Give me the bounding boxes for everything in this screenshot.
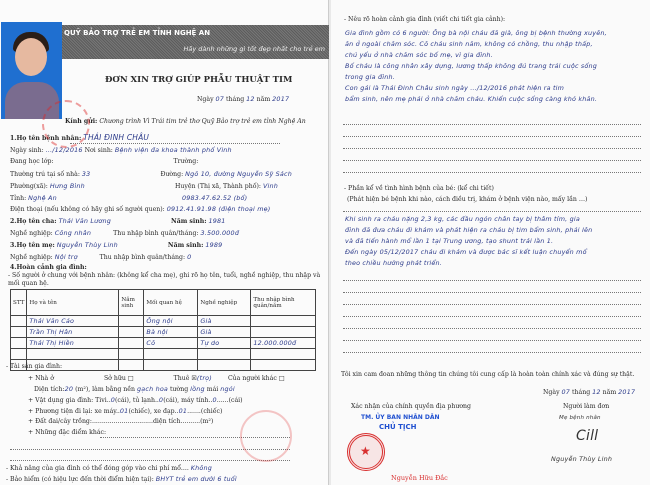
form-element: + Đất đai/cây trồng:...............................diện tích..........(m²): [28, 418, 214, 425]
form-land-unit: (m²): [200, 418, 214, 425]
official-seal: [347, 433, 385, 471]
form-element: [6, 475, 237, 484]
table-row: [11, 316, 316, 327]
form-phone1: 0983.47.62.52 (bố): [182, 194, 248, 202]
stamp-org: TM. ỦY BAN NHÂN DÂN: [361, 414, 440, 421]
dotted-line: [343, 316, 641, 317]
dotted-line: [343, 292, 641, 293]
right-disease-label: - Phần kể về tình hình bệnh của bé: (kể chi tiết): [344, 185, 494, 192]
form-element: [11, 327, 27, 338]
form-province: Nghệ An: [28, 194, 57, 202]
form-bike-unit: (chiếc): [200, 408, 223, 415]
right-applicant-label: Người làm đơn: [563, 403, 610, 410]
form-phone-label: Điện thoại (nếu không có hãy ghi số người quen):: [10, 206, 165, 213]
form-income-label: Thu nhập bình quân/tháng:: [99, 254, 186, 261]
form-birth-year-label: Năm sinh:: [167, 242, 204, 249]
form-income-label: Thu nhập bình quân/tháng:: [113, 230, 199, 237]
form-element: [15, 38, 47, 76]
form-job-label: Nghề nghiệp:: [10, 254, 53, 261]
form-mother-label: 3.Họ tên mẹ:: [10, 242, 55, 249]
form-title: ĐƠN XIN TRỢ GIÚP PHẪU THUẬT TIM: [105, 75, 293, 85]
right-date-year-label: năm: [602, 389, 617, 396]
form-floor: gạch hoa: [137, 385, 169, 393]
stamp-mark: [42, 100, 90, 148]
right-circumstance-lines-2: chủ yếu ở nhà chăm sóc bố mẹ, vì gia đình.: [345, 51, 493, 59]
form-father-job: Công nhân: [54, 229, 92, 237]
form-element: [251, 316, 316, 327]
form-element: - Khả năng của gia đình có thể đóng góp vào chi phí mổ.... Không: [6, 464, 213, 472]
dotted-line: [343, 160, 641, 161]
form-father-income: 3.500.000đ: [200, 229, 240, 237]
form-pob: Bệnh viện đa khoa thành phố Vinh: [114, 146, 232, 154]
right-date-month-label: tháng: [572, 389, 591, 396]
right-disease-lines-1: đình đã đưa cháu đi khám và phát hiện ra cháu bị tim bẩm sinh, phải lên: [345, 226, 593, 234]
form-land-area-label: diện tích: [152, 418, 181, 425]
form-table-headers-1: Họ và tên: [27, 290, 119, 316]
star-icon: ★: [360, 444, 371, 458]
form-element: [28, 374, 285, 383]
form-job-label: Nghề nghiệp:: [10, 230, 53, 237]
form-goods-label: + Vật dụng gia đình: Tivi: [28, 397, 107, 404]
form-element: [27, 349, 119, 360]
form-date-prefix: Ngày: [197, 96, 214, 103]
dotted-line: [70, 143, 280, 144]
org-name: QUỸ BẢO TRỢ TRẺ EM TỈNH NGHỆ AN: [64, 29, 211, 37]
form-element: [10, 194, 57, 203]
form-pc-label: (cái), máy tính: [163, 397, 209, 404]
form-element: [119, 360, 144, 371]
form-element: [144, 349, 198, 360]
form-vehicle-label: + Phương tiện đi lại: xe máy: [28, 408, 116, 415]
stamp-mark: [240, 410, 292, 462]
right-date-day: 07: [561, 388, 571, 396]
disease-text: [345, 214, 592, 269]
form-tv: 0: [110, 396, 115, 404]
form-province-label: Tỉnh:: [10, 195, 27, 202]
right-circumstance-lines-6: bẩm sinh, nên mẹ phải ở nhà chăm cháu. Khiến cuộc sống càng khó khăn.: [345, 95, 598, 103]
right-date-prefix: Ngày: [543, 389, 560, 396]
form-school-label: Trường:: [173, 158, 199, 165]
pledge-text: Tôi xin cam đoan những thông tin chúng tôi cung cấp là hoàn toàn chính xác và đúng sự thật.: [341, 371, 635, 378]
form-street: Ngõ 10, đường Nguyễn Sỹ Sách: [185, 170, 292, 178]
form-table-headers-2: Năm sinh: [119, 290, 144, 316]
form-element: [10, 229, 239, 238]
form-wall: lồng: [190, 385, 205, 393]
form-father-year: 1981: [208, 217, 226, 225]
right-date-month: 12: [592, 388, 601, 396]
right-disease-lines-2: và đã tiến hành mổ lần 1 tại Trung ương, tạo shunt trái lần 1.: [345, 237, 554, 245]
form-mother-income: 0: [187, 253, 192, 261]
form-date-year: 2017: [272, 95, 290, 103]
form-table-rows-2-3: Cô: [144, 338, 198, 349]
form-moto: 01: [119, 407, 129, 415]
dotted-line: [343, 340, 641, 341]
form-element: [11, 338, 27, 349]
form-element: [11, 316, 27, 327]
form-element: [251, 349, 316, 360]
form-table-rows-0-4: Già: [198, 316, 251, 327]
form-class-label: Đang học lớp:: [10, 158, 54, 165]
form-patient-label: 1.Họ tên bệnh nhân:: [10, 135, 82, 142]
form-table-rows-1-1: Trần Thị Hân: [27, 327, 119, 338]
form-other-label: + Những đặc điểm khác:: [28, 429, 107, 436]
right-circumstance-lines-5: Con gái là Thái Đinh Châu sinh ngày …/12/2016 phát hiện ra tim: [345, 84, 565, 92]
form-phone2: 0912.41.91.98 (điện thoại mẹ): [166, 205, 271, 213]
dotted-line: [343, 280, 641, 281]
dotted-line: [343, 136, 641, 137]
form-table-headers-4: Nghề nghiệp: [198, 290, 251, 316]
dotted-line: [343, 211, 641, 212]
form-area: 20: [64, 385, 74, 393]
form-date-day: 07: [215, 95, 225, 103]
form-element: [251, 327, 316, 338]
form-element: [10, 182, 278, 191]
form-wall-label: tường: [170, 386, 189, 393]
form-pob-label: Nơi sinh:: [84, 147, 113, 154]
applicant-signature: Cill: [576, 428, 599, 444]
dotted-line: [10, 460, 290, 461]
form-element: [10, 241, 222, 250]
form-element: [11, 349, 27, 360]
form-table-rows-0-1: Thái Văn Cảo: [27, 316, 119, 327]
form-district-label: Huyện (Thị xã, Thành phố):: [174, 183, 261, 190]
form-element: + Phương tiện đi lại: xe máy..01(chiếc), xe đạp..01.......(chiếc): [28, 407, 223, 415]
form-ward: Hưng Bình: [49, 182, 85, 190]
form-unit-cai: (cái): [228, 397, 243, 404]
form-element: + Vật dụng gia đình: Tivi..0(cái), tủ lạnh..0(cái), máy tính..0......(cái): [28, 396, 243, 404]
form-element: [251, 360, 316, 371]
form-father-label: 2.Họ tên cha:: [10, 218, 57, 225]
form-insurance: BHYT trẻ em dưới 6 tuổi: [155, 475, 237, 483]
right-date-year: 2017: [618, 388, 636, 396]
form-owned-label: Sở hữu □: [103, 375, 134, 382]
form-element: [10, 170, 292, 179]
form-contribution-label: - Khả năng của gia đình có thể đóng góp vào chi phí mổ: [6, 465, 181, 472]
addressee: [65, 118, 306, 126]
form-table-rows-1-3: Bà nội: [144, 327, 198, 338]
form-table-rows-2-1: Thái Thị Hiền: [27, 338, 119, 349]
form-table-rows-2-4: Tự do: [198, 338, 251, 349]
form-kinh-gui-label: Kính gửi:: [65, 118, 98, 125]
form-element: [10, 205, 271, 214]
form-household-note2: mối quan hệ.: [8, 280, 49, 287]
form-page-right: [331, 0, 650, 485]
form-roof-label: mái: [206, 386, 219, 393]
right-circumstance-lines-0: Gia đình gồm có 6 người: Ông bà nội cháu đã già, ông bị bệnh thường xuyên,: [345, 29, 607, 37]
form-house: 33: [81, 170, 91, 178]
form-element: [198, 360, 251, 371]
form-table-headers-5: Thu nhập bình quân/năm: [251, 290, 316, 316]
dotted-line: [343, 328, 641, 329]
form-element: [34, 385, 235, 394]
patient-name: THÁI ĐINH CHÂU: [83, 133, 150, 142]
form-area-label: Diện tích:: [34, 386, 65, 393]
right-confirm-label: Xác nhận của chính quyền địa phương: [351, 403, 472, 410]
form-district: Vinh: [262, 182, 279, 190]
form-mother-job: Nội trợ: [54, 253, 78, 261]
form-family-label: 4.Hoàn cảnh gia đình:: [10, 264, 87, 271]
form-table-headers-3: Mối quan hệ: [144, 290, 198, 316]
form-element: [119, 316, 144, 327]
household-table: [10, 289, 316, 371]
dotted-line: [343, 352, 641, 353]
form-area-unit: (m²), làm bằng nền: [75, 386, 136, 393]
form-ward-label: Phường(xã):: [10, 183, 48, 190]
form-date-month-label: tháng: [226, 96, 245, 103]
form-dob-label: Ngày sinh:: [10, 147, 44, 154]
form-other-owner-label: Của người khác □: [227, 375, 285, 382]
form-table-rows-0-3: Ông nội: [144, 316, 198, 327]
dotted-line: [343, 172, 641, 173]
form-element: [198, 349, 251, 360]
form-table-rows-1-4: Già: [198, 327, 251, 338]
dotted-line: [343, 304, 641, 305]
form-table-rows-2-5: 12.000.000đ: [251, 338, 316, 349]
form-roof: ngói: [220, 385, 235, 393]
slogan: Hãy dành những gì tốt đẹp nhất cho trẻ em: [183, 45, 325, 53]
form-element: [10, 217, 226, 226]
table-row: [11, 338, 316, 349]
stamp-title: CHỦ TỊCH: [379, 423, 417, 431]
form-element: [10, 253, 191, 262]
applicant-name: Nguyễn Thùy Linh: [551, 455, 613, 463]
form-element: [10, 158, 198, 166]
form-bike: 01: [178, 407, 188, 415]
form-mother: Nguyễn Thùy Linh: [56, 241, 118, 249]
form-street-label: Đường:: [160, 171, 184, 178]
form-date: [197, 95, 289, 104]
form-kinh-gui: Chương trình Vì Trái tim trẻ thơ Quỹ Bảo trợ trẻ em tỉnh Nghệ An: [99, 118, 306, 125]
form-element: [144, 360, 198, 371]
form-rented-label: Thuê ☒: [173, 375, 197, 382]
right-disease-lines-3: Đến ngày 05/12/2017 cháu đi khám và được bác sĩ kết luận chuyển mổ: [345, 248, 587, 256]
form-insurance-label: - Bảo hiểm (có hiệu lực đến thời điểm hiện tại):: [6, 476, 154, 483]
form-assets-label: - Tài sản gia đình:: [6, 363, 63, 370]
form-house-type-label: + Nhà ở: [28, 375, 54, 382]
right-applicant-note: Mẹ bệnh nhân: [559, 415, 601, 421]
table-row: [11, 327, 316, 338]
form-pc: 0: [212, 396, 217, 404]
right-circumstance-lines-4: trong gia đình.: [345, 73, 395, 81]
form-fridge-label: (cái), tủ lạnh: [114, 397, 155, 404]
form-household-note: - Số người ở chung với bệnh nhân: (không kể cha mẹ), ghi rõ họ tên, tuổi, nghề nghiệp, thu nhập và: [8, 272, 321, 279]
dotted-line: [343, 124, 641, 125]
header-banner: [62, 25, 329, 59]
form-house-label: Thường trú tại số nhà:: [10, 171, 80, 178]
signing-date: [543, 388, 635, 397]
form-date-month: 12: [246, 95, 255, 103]
form-contribution: Không: [190, 464, 213, 472]
form-date-year-label: năm: [256, 96, 271, 103]
form-land-label: + Đất đai/cây trồng:: [28, 418, 92, 425]
right-circumstance-lines-1: ăn ở ngoài chăm sóc. Cô cháu sinh năm, không có chồng, thu nhập thấp,: [345, 40, 593, 48]
form-element: [119, 349, 144, 360]
right-disease-hint: (Phát hiện bé bệnh khi nào, cách điều trị, khám ở bệnh viện nào, mấy lần …): [347, 196, 588, 203]
form-dob: …/12/2016: [45, 146, 83, 154]
form-element: [11, 290, 316, 371]
right-circumstance-lines-3: Bố cháu là công nhân xây dựng, lương thấp không đủ trang trải cuộc sống: [345, 62, 598, 70]
form-father: Thái Văn Lương: [58, 217, 112, 225]
form-element: [10, 146, 232, 155]
form-element: [119, 338, 144, 349]
right-disease-lines-4: theo chiều hướng phát triển.: [345, 259, 443, 267]
official-name: Nguyễn Hữu Đắc: [391, 474, 448, 482]
form-fridge: 0: [158, 396, 164, 404]
form-moto-unit: (chiếc), xe đạp: [128, 408, 175, 415]
table-row: [11, 349, 316, 360]
form-element: [11, 290, 316, 316]
right-circumstance-label: - Nêu rõ hoàn cảnh gia đình (viết chi tiết gia cảnh):: [344, 16, 506, 23]
form-table-headers-0: STT: [11, 290, 27, 316]
form-birth-year-label: Năm sinh:: [171, 218, 207, 225]
form-element: [119, 327, 144, 338]
form-rented-note: (trọ): [196, 374, 212, 382]
form-mother-year: 1989: [205, 241, 223, 249]
circumstance-text: [345, 28, 645, 105]
dotted-line: [343, 148, 641, 149]
right-disease-lines-0: Khi sinh ra cháu nặng 2,3 kg, các đầu ngón chân tay bị thâm tím, gia: [345, 215, 580, 223]
